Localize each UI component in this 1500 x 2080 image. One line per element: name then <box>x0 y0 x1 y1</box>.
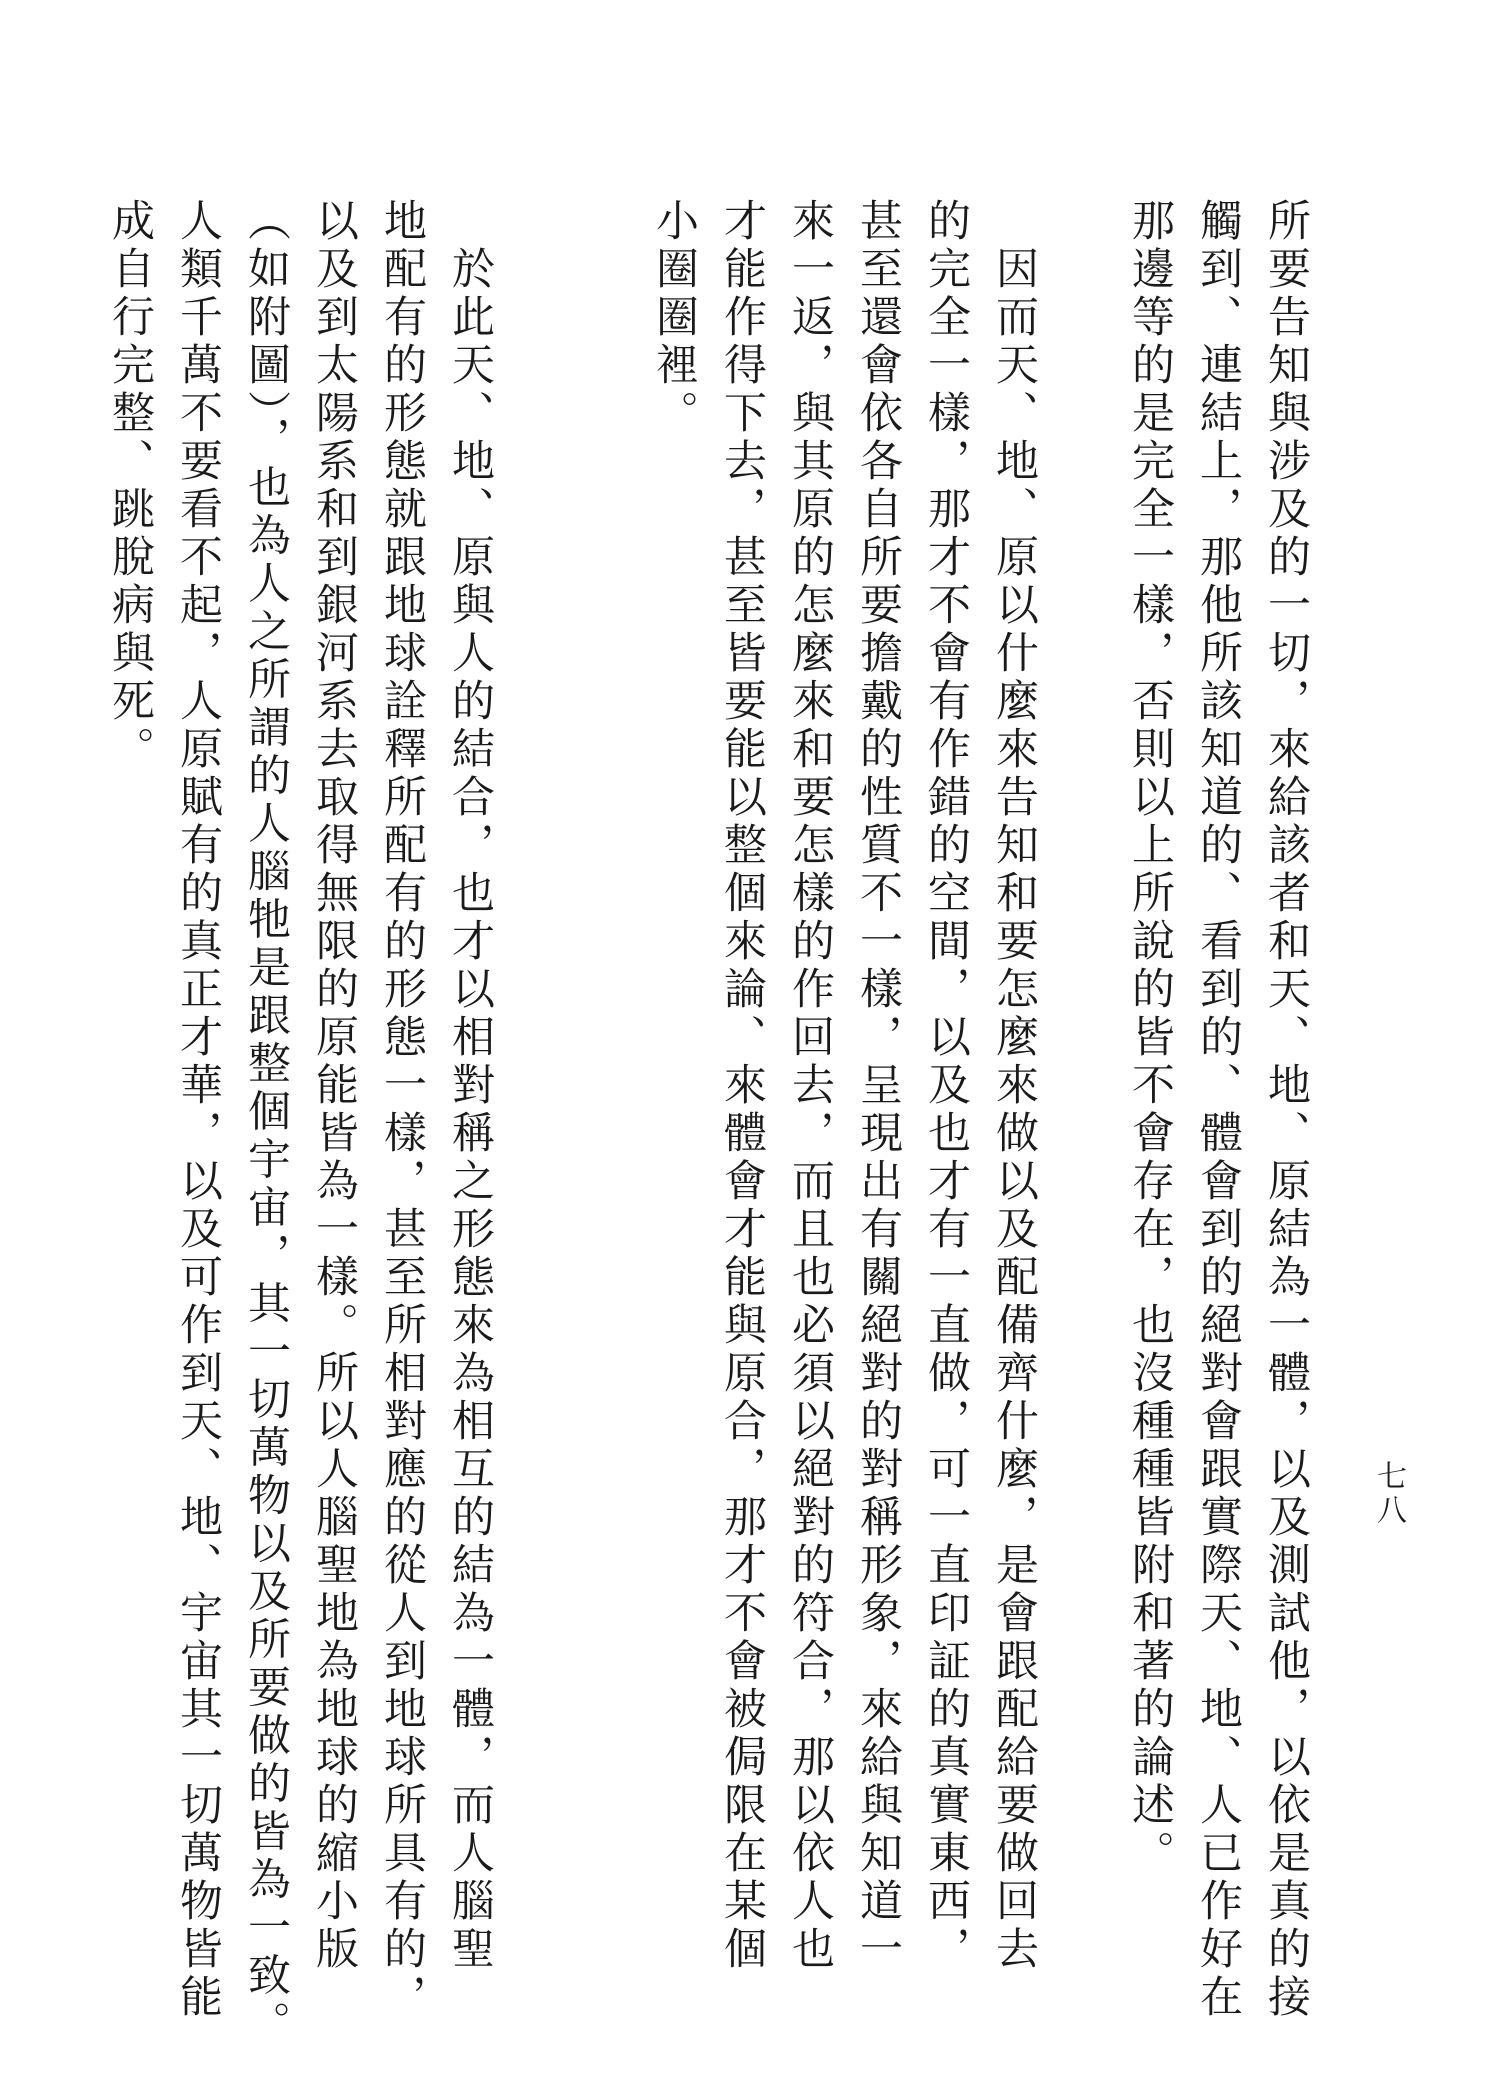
text-line: 來一返，與其原的怎麼來和要怎樣的作回去，而且也必須以絕對的符合，那以依人也 <box>785 198 835 1974</box>
text-line <box>572 198 640 1938</box>
text-line: 觸到、連結上，那他所該知道的、看到的、體會到的絕對會跟實際天、地、人已作好在 <box>1193 198 1243 2022</box>
text-line: 的完全一樣，那才不會有作錯的空間，以及也才有一直做，可一直印証的真實東西， <box>921 198 971 1974</box>
page-number: 七八 <box>1371 1460 1406 1528</box>
text-line: 小圈圈裡。 <box>649 198 699 438</box>
text-line: 以及到太陽系和到銀河系去取得無限的原能皆為一樣。所以人腦聖地為地球的縮小版 <box>309 198 359 1974</box>
text-line <box>504 198 572 1938</box>
text-line: 人類千萬不要看不起，人原賦有的真正才華，以及可作到天、地、宇宙其一切萬物皆能 <box>173 198 223 2022</box>
text-line: （如附圖），也為人之所謂的人腦牠是跟整個宇宙，其一切萬物以及所要做的皆為一致。 <box>241 198 291 2049</box>
text-line: 於此天、地、原與人的結合，也才以相對稱之形態來為相互的結為一體，而人腦聖 <box>445 198 495 1974</box>
text-line: 成自行完整、跳脫病與死。 <box>105 198 155 774</box>
text-line: 甚至還會依各自所要擔戴的性質不一樣，呈現出有關絕對的對稱形象，來給與知道一 <box>853 198 903 1974</box>
text-line: 那邊等的是完全一樣，否則以上所說的皆不會存在，也沒種種皆附和著的論述。 <box>1125 198 1175 1878</box>
text-line: 所要告知與涉及的一切，來給該者和天、地、原結為一體，以及測試他，以依是真的接 <box>1261 198 1311 2022</box>
text-line <box>1048 198 1116 1938</box>
body-text <box>96 198 1320 2049</box>
text-line: 才能作得下去，甚至皆要能以整個來論、來體會才能與原合，那才不會被侷限在某個 <box>717 198 767 1974</box>
text-line: 地配有的形態就跟地球詮釋所配有的形態一樣，甚至所相對應的從人到地球所具有的， <box>377 198 427 2022</box>
text-line: 因而天、地、原以什麼來告知和要怎麼來做以及配備齊什麼，是會跟配給要做回去 <box>989 198 1039 1974</box>
